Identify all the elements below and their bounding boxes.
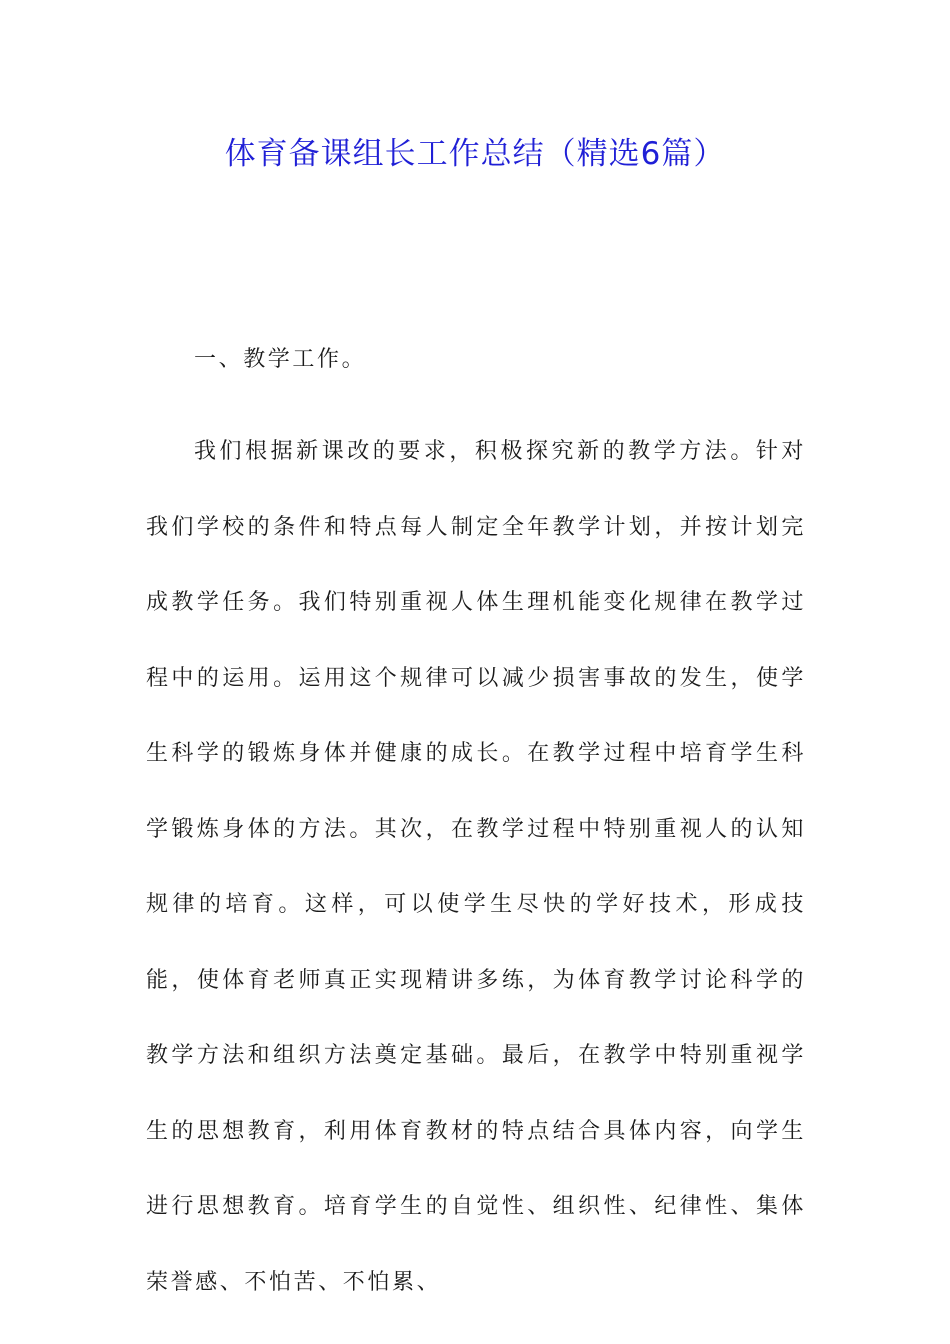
document-title: 体育备课组长工作总结（精选6篇） xyxy=(224,136,726,172)
body-paragraph: 我们根据新课改的要求，积极探究新的教学方法。针对我们学校的条件和特点每人制定全年教学计划，并按计划完成教学任务。我们特别重视人体生理机能变化规律在教学过程中的运用。运用这个规律可以减少损害事故的发生，使学生科学的锻炼身体并健康的成长。在教学过程中培育学生科学锻炼身体的方法。其次，在教学过程中特别重视人的认知规律的培育。这样，可以使学生尽快的学好技术，形成技能，使体育老师真正实现精讲多练，为体育教学讨论科学的教学方法和组织方法奠定基础。最后，在教学中特别重视学生的思想教育，利用体育教材的特点结合具体内容，向学生进行思想教育。培育学生的自觉性、组织性、纪律性、集体荣誉感、不怕苦、不怕累、 xyxy=(146,439,806,1295)
section-heading: 一、教学工作。 xyxy=(194,347,367,372)
